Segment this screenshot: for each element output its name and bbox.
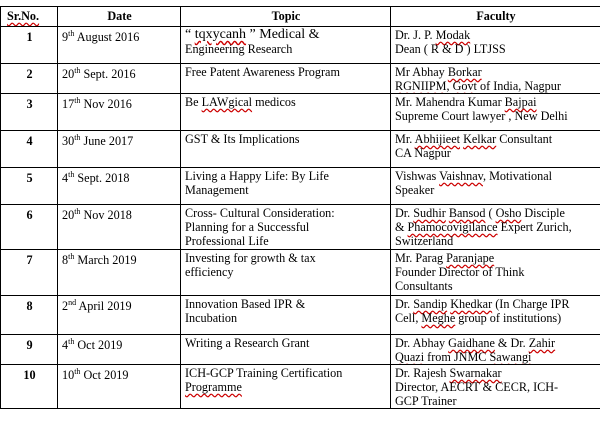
cell-faculty: Vishwas Vaishnav, Motivational Speaker (391, 168, 600, 205)
cell-sr-no: 9 (1, 335, 58, 365)
cell-faculty: Dr. J. P. Modak Dean ( R & D ) LTJSS (391, 27, 600, 64)
cell-sr-no: 4 (1, 131, 58, 168)
header-date: Date (58, 7, 181, 27)
cell-faculty: Dr. Sudhir Bansod ( Osho Disciple & Phamocovigilance Expert Zurich, Switzerland (391, 205, 600, 250)
cell-topic: Cross- Cultural Consideration: Planning for a Successful Professional Life (181, 205, 391, 250)
cell-topic: Free Patent Awareness Program (181, 64, 391, 94)
table-row (1, 335, 600, 365)
cell-faculty: Dr. Sandip Khedkar (In Charge IPR Cell, Meghe group of institutions) (391, 296, 600, 335)
table-row (1, 64, 600, 94)
table-row (1, 168, 600, 205)
cell-sr-no: 7 (1, 250, 58, 296)
header-topic: Topic (181, 7, 391, 27)
cell-date: 20th Nov 2018 (58, 205, 181, 250)
cell-faculty: Mr Abhay Borkar RGNIIPM, Govt of India, Nagpur (391, 64, 600, 94)
table-row (1, 205, 600, 250)
cell-sr-no: 3 (1, 94, 58, 131)
table-row (1, 131, 600, 168)
cell-topic: Innovation Based IPR & Incubation (181, 296, 391, 335)
header-sr-no: Sr.No. (1, 7, 58, 27)
table-row (1, 296, 600, 335)
table-row (1, 94, 600, 131)
cell-sr-no: 5 (1, 168, 58, 205)
cell-topic: Investing for growth & tax efficiency (181, 250, 391, 296)
cell-topic: “ tqxycanh ” Medical & Engineering Research (181, 27, 391, 64)
cell-faculty: Mr. Mahendra Kumar Bajpai Supreme Court lawyer , New Delhi (391, 94, 600, 131)
seminar-table (0, 6, 600, 409)
cell-topic: Living a Happy Life: By Life Management (181, 168, 391, 205)
header-faculty: Faculty (391, 7, 600, 27)
cell-date: 4th Oct 2019 (58, 335, 181, 365)
cell-faculty: Mr. Parag Paranjape Founder Director of Think Consultants (391, 250, 600, 296)
cell-topic: ICH-GCP Training Certification Programme (181, 365, 391, 409)
cell-date: 17th Nov 2016 (58, 94, 181, 131)
table-body (1, 27, 600, 409)
cell-sr-no: 1 (1, 27, 58, 64)
cell-sr-no: 8 (1, 296, 58, 335)
cell-topic: Be LAWgical medicos (181, 94, 391, 131)
cell-date: 20th Sept. 2016 (58, 64, 181, 94)
cell-faculty: Dr. Rajesh Swarnakar Director, AECRT & CECR, ICH- GCP Trainer (391, 365, 600, 409)
cell-faculty: Dr. Abhay Gaidhane & Dr. Zahir Quazi from JNMC Sawangi (391, 335, 600, 365)
cell-faculty: Mr. Abhijieet Kelkar Consultant CA Nagpur (391, 131, 600, 168)
cell-date: 8th March 2019 (58, 250, 181, 296)
cell-date: 30th June 2017 (58, 131, 181, 168)
cell-sr-no: 10 (1, 365, 58, 409)
cell-date: 9th August 2016 (58, 27, 181, 64)
table-row (1, 365, 600, 409)
table-row (1, 250, 600, 296)
cell-date: 2nd April 2019 (58, 296, 181, 335)
cell-sr-no: 2 (1, 64, 58, 94)
cell-sr-no: 6 (1, 205, 58, 250)
header-row (1, 7, 600, 27)
cell-topic: Writing a Research Grant (181, 335, 391, 365)
cell-topic: GST & Its Implications (181, 131, 391, 168)
cell-date: 10th Oct 2019 (58, 365, 181, 409)
cell-date: 4th Sept. 2018 (58, 168, 181, 205)
table-row (1, 27, 600, 64)
